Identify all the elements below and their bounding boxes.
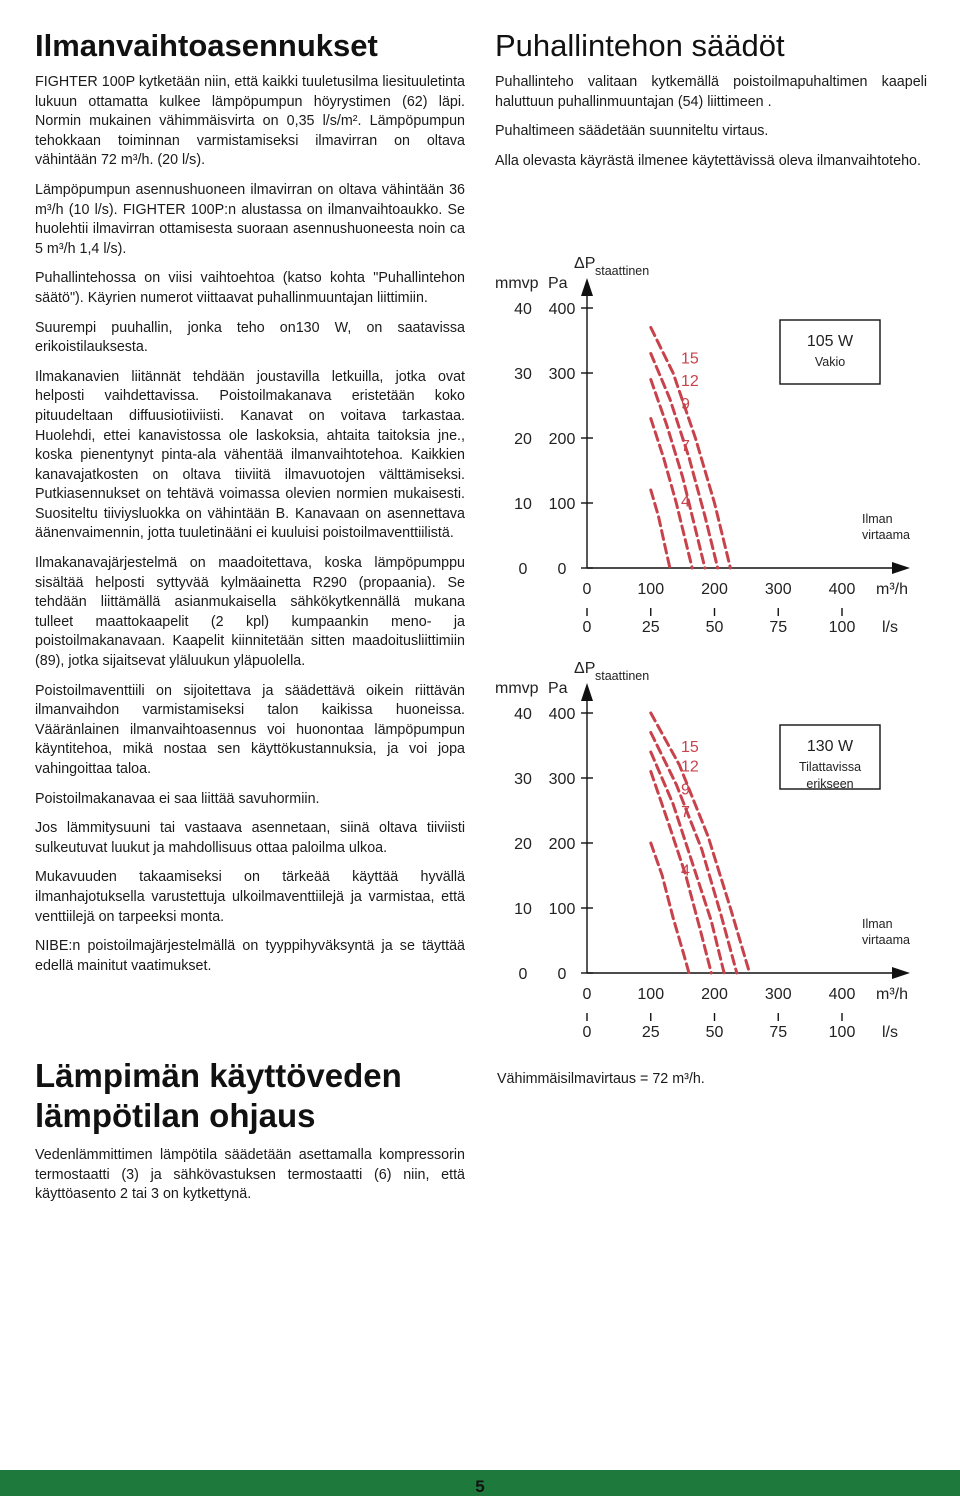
fan-curve-line bbox=[651, 490, 670, 568]
y-tick-label-pa: 0 bbox=[557, 966, 567, 983]
fan-curve-label: 7 bbox=[680, 804, 690, 821]
x-axis-arrow bbox=[892, 562, 910, 574]
x-tick-label-ls: 0 bbox=[582, 619, 592, 636]
x-tick-label-ls: 100 bbox=[828, 1024, 856, 1041]
power-box-title: 130 W bbox=[806, 738, 854, 755]
y-tick-label-pa: 300 bbox=[548, 771, 576, 788]
x-tick-label-m3h: 0 bbox=[582, 986, 592, 1003]
y-tick-label-pa: 300 bbox=[548, 366, 576, 383]
y-tick-label-mmvp: 40 bbox=[514, 301, 532, 318]
power-box-title: 105 W bbox=[806, 333, 854, 350]
x-tick-label-ls: 100 bbox=[828, 619, 856, 636]
x-tick-label-m3h: 400 bbox=[828, 986, 856, 1003]
left-paragraph: Suurempi puuhallin, jonka teho on130 W, on saatavissa erikoistilauksesta. bbox=[35, 319, 465, 356]
y-tick-label-pa: 100 bbox=[548, 901, 576, 918]
fan-curve-label: 4 bbox=[680, 493, 690, 511]
fan-settings-text bbox=[495, 73, 927, 171]
y-tick-label-mmvp: 20 bbox=[514, 836, 532, 853]
x-tick-label-m3h: 200 bbox=[701, 581, 728, 598]
left-paragraph: Puhallintehossa on viisi vaihtoehtoa (katso kohta "Puhallintehon säätö"). Käyrien numerot viittaavat puhallinmuuntajan liittimiin. bbox=[35, 270, 465, 306]
x-tick-label-ls: 50 bbox=[705, 619, 724, 636]
y-axis-symbol: ΔP bbox=[574, 660, 596, 677]
page-number: 5 bbox=[475, 1477, 485, 1496]
section-title-ventilation: Ilmanvaihtoasennukset bbox=[35, 28, 378, 63]
x-axis-label: Ilman bbox=[862, 512, 893, 526]
y-axis-subscript: staattinen bbox=[595, 264, 650, 278]
x-tick-label-ls: 75 bbox=[769, 619, 788, 636]
y-unit-pa: Pa bbox=[548, 680, 568, 697]
right-column bbox=[495, 28, 927, 181]
y-tick-label-mmvp: 30 bbox=[514, 771, 532, 788]
power-box-subtitle: Vakio bbox=[814, 355, 846, 369]
fan-curve-label: 15 bbox=[680, 739, 699, 756]
x-tick-label-m3h: 400 bbox=[828, 581, 856, 598]
right-paragraph: Puhallinteho valitaan kytkemällä poistoilmapuhaltimen kaapeli haluttuun puhallinmuuntajan (54) liittimeen . bbox=[495, 74, 927, 110]
fan-curve-label: 9 bbox=[680, 395, 690, 413]
hot-water-section bbox=[35, 1056, 465, 1215]
y-unit-mmvp: mmvp bbox=[495, 680, 539, 697]
min-flow-note: Vähimmäisilmavirtaus = 72 m³/h. bbox=[497, 1071, 705, 1087]
power-box-subtitle: Tilattavissa bbox=[798, 760, 862, 774]
left-paragraph: Lämpöpumpun asennushuoneen ilmavirran on oltava vähintään 36 m³/h (10 l/s). FIGHTER 100P:n alustassa on ilmanvaihtoaukko. Se huolehtii ilmavirran ottamisesta suoraan asennushuoneesta noin ca 5 m³/h 1,4 l/s). bbox=[35, 181, 465, 257]
y-tick-label-pa: 400 bbox=[548, 706, 576, 723]
x-axis-label: Ilman bbox=[862, 917, 893, 931]
y-tick-label-pa: 200 bbox=[548, 836, 576, 853]
left-paragraph: Mukavuuden takaamiseksi on tärkeää käyttää hyvällä ilmanhajotuksella varustettuja ulkoilmaventtiilejä ja varmistaa, että venttiilejä on tarpeeksi monta. bbox=[35, 869, 465, 925]
y-tick-label-pa: 0 bbox=[557, 561, 567, 578]
y-tick-label-mmvp: 20 bbox=[514, 431, 532, 448]
fan-curve-line bbox=[651, 380, 705, 569]
y-tick-label-mmvp: 0 bbox=[518, 561, 528, 578]
y-axis-arrow bbox=[581, 278, 593, 296]
left-paragraph: Jos lämmitysuuni tai vastaava asennetaan, siinä oltava tiiviisti sulkeutuvat luukut ja mahdollisuus ottaa paloilma ulkoa. bbox=[35, 820, 465, 856]
left-paragraph: Poistoilmaventtiili on sijoitettava ja säädettävä oikein riittävän ilmanvaihdon varmistamiseksi talon kaikissa huoneissa. Vääränlainen ilmanvaihtoasennus voi huonontaa lämpöpumpun käyntitehoa, mikä nostaa sen käyttökustannuksia, ja voi jopa vahingoittaa taloa. bbox=[35, 682, 465, 777]
left-paragraph: FIGHTER 100P kytketään niin, että kaikki tuuletusilma liesituuletinta lukuun ottamatta kulkee lämpöpumpun höyrystimen (62) läpi. Normin mukainen vähimmäisvirta on 0,35 l/s/m². Lämpöpumpun tehokkaan toiminnan varmistamiseksi ilmavirran on oltava vähintään 72 m³/h. (20 l/s). bbox=[35, 74, 465, 169]
x-tick-label-ls: 25 bbox=[641, 619, 660, 636]
y-axis-arrow bbox=[581, 683, 593, 701]
page-number-bar bbox=[0, 1470, 960, 1496]
fan-curve-label: 12 bbox=[680, 758, 699, 776]
fan-curve-label: 4 bbox=[680, 862, 690, 880]
left-paragraph: Ilmakanavajärjestelmä on maadoitettava, koska lämpöpumppu sisältää helposti syttyvää kylmäainetta R290 (propaania). Se tehdään liittämällä asianmukaisella sähkökytkennällä mukana tulleet maattokaapelit (2 kpl) kumpaankin meno- ja poistoilmakanavaan. Kaapelit kiinnitetään sitten maadoitusliittimiin (89), jotka sijaitsevat yläluukun yläpuolella. bbox=[35, 555, 465, 670]
fan-curve-chart-105w bbox=[490, 238, 930, 658]
right-paragraph: Puhaltimeen säädetään suunniteltu virtaus. bbox=[495, 123, 769, 140]
section-title-fan-settings: Puhallintehon säädöt bbox=[495, 28, 785, 63]
fan-curve-chart-105w-svg bbox=[490, 238, 930, 658]
fan-curve-label: 7 bbox=[680, 438, 690, 455]
y-tick-label-mmvp: 0 bbox=[518, 966, 528, 983]
left-paragraph: Poistoilmakanavaa ei saa liittää savuhormiin. bbox=[35, 790, 320, 807]
y-tick-label-mmvp: 10 bbox=[514, 496, 532, 513]
left-paragraph: NIBE:n poistoilmajärjestelmällä on tyyppihyväksyntä ja se täyttää edellä mainitut vaatimukset. bbox=[35, 938, 465, 974]
left-column bbox=[35, 28, 465, 986]
x-unit-ls: l/s bbox=[882, 619, 898, 636]
y-tick-label-pa: 100 bbox=[548, 496, 576, 513]
y-tick-label-mmvp: 40 bbox=[514, 706, 532, 723]
power-box-subtitle: erikseen bbox=[806, 777, 854, 791]
fan-curve-chart-130w bbox=[490, 643, 930, 1063]
x-tick-label-m3h: 100 bbox=[637, 986, 665, 1003]
y-axis-subscript: staattinen bbox=[595, 669, 650, 683]
y-axis-symbol: ΔP bbox=[574, 255, 596, 272]
right-paragraph: Alla olevasta käyrästä ilmenee käytettävissä oleva ilmanvaihtoteho. bbox=[495, 152, 921, 169]
x-tick-label-ls: 25 bbox=[641, 1024, 660, 1041]
ventilation-text bbox=[35, 73, 465, 976]
x-tick-label-m3h: 0 bbox=[582, 581, 592, 598]
fan-curve-label: 9 bbox=[680, 781, 690, 799]
x-axis-label: virtaama bbox=[862, 933, 910, 947]
fan-curve-label: 12 bbox=[680, 373, 699, 390]
fan-curve-chart-130w-svg bbox=[490, 643, 930, 1063]
y-tick-label-mmvp: 30 bbox=[514, 366, 532, 383]
x-unit-ls: l/s bbox=[882, 1024, 898, 1041]
y-tick-label-mmvp: 10 bbox=[514, 901, 532, 918]
section-title-hot-water: Lämpimän käyttöveden lämpötilan ohjaus bbox=[35, 1057, 402, 1134]
x-tick-label-m3h: 100 bbox=[637, 581, 665, 598]
power-box bbox=[780, 320, 880, 384]
hot-water-text: Vedenlämmittimen lämpötila säädetään asettamalla kompressorin termostaatti (3) ja sähkövastuksen termostaatti (6) niin, että käyttöasento 2 tai 3 on kytkettynä. bbox=[35, 1147, 465, 1203]
y-unit-pa: Pa bbox=[548, 275, 568, 292]
x-unit-m3h: m³/h bbox=[876, 986, 908, 1003]
y-unit-mmvp: mmvp bbox=[495, 275, 539, 292]
x-tick-label-ls: 75 bbox=[769, 1024, 788, 1041]
x-axis-label: virtaama bbox=[862, 528, 910, 542]
x-unit-m3h: m³/h bbox=[876, 581, 908, 598]
x-tick-label-m3h: 200 bbox=[701, 986, 728, 1003]
left-paragraph: Ilmakanavien liitännät tehdään joustavilla letkuilla, jotka ovat helposti vaihdettavissa. Poistoilmakanava eristetään koko pituudeltaan diffuusiotiiviisti. Kanavat on voitava tarkastaa. Huolehdi, ettei kanavistossa ole laskoksia, ahtaita taitoksia jne., koska pienentynyt pinta-ala vähentää ilmanvaihtotehoa. Kaikkien kanavajatkosten on oltava tiiviitä ilmavuotojen välttämiseksi. Putkiasennukset on tehtävä voimassa olevien normien mukaisesti. Suositeltu tiiviysluokka on vähintään B. Kanavaan on asennettava äänenvaimennin, jotta tuuletinääni ei kuuluisi poistoilmaventtiilistä. bbox=[35, 368, 465, 542]
y-tick-label-pa: 200 bbox=[548, 431, 576, 448]
x-tick-label-m3h: 300 bbox=[764, 581, 792, 598]
x-tick-label-ls: 0 bbox=[582, 1024, 592, 1041]
x-axis-arrow bbox=[892, 967, 910, 979]
fan-curve-label: 15 bbox=[680, 350, 699, 368]
x-tick-label-ls: 50 bbox=[705, 1024, 724, 1041]
x-tick-label-m3h: 300 bbox=[764, 986, 792, 1003]
y-tick-label-pa: 400 bbox=[548, 301, 576, 318]
